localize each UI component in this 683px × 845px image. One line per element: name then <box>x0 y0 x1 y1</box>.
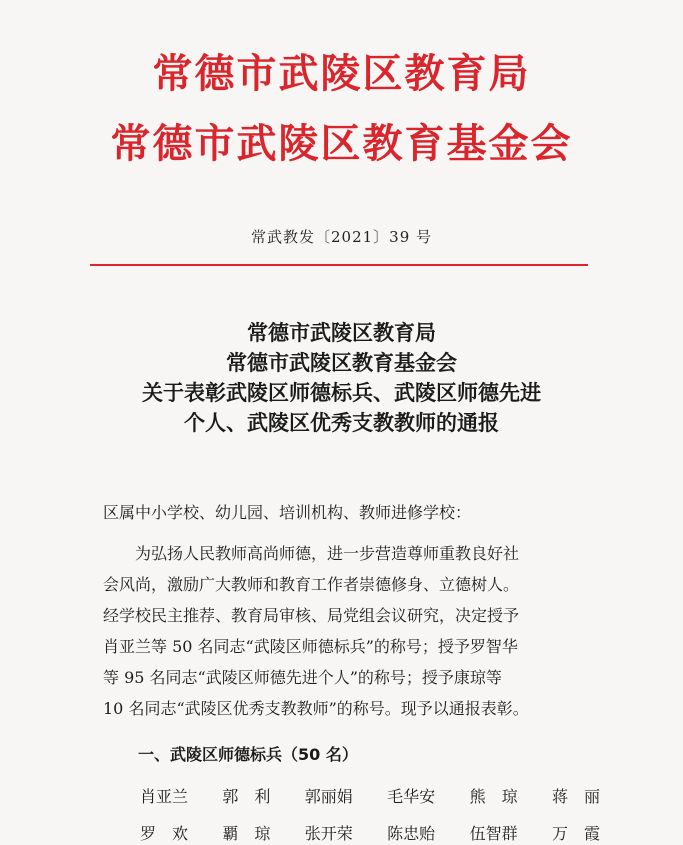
paragraph-line-3: 经学校民主推荐、教育局审核、局党组会议研究，决定授予 <box>103 606 520 625</box>
issuing-org-title-2: 常德市武陵区教育基金会 <box>110 120 573 167</box>
section-heading: 一、武陵区师德标兵（50 名） <box>138 745 358 764</box>
document-number: 常武教发〔2021〕39 号 <box>250 228 433 246</box>
honoree-name: 熊 琼 <box>469 787 518 806</box>
paragraph-line-5: 等 95 名同志“武陵区师德先进个人”的称号；授予康琼等 <box>103 668 502 687</box>
honoree-name: 伍智群 <box>469 824 518 843</box>
notice-title-line-2: 常德市武陵区教育基金会 <box>226 351 457 375</box>
body-paragraph <box>103 538 603 724</box>
addressee-line: 区属中小学校、幼儿园、培训机构、教师进修学校： <box>103 503 472 522</box>
paragraph-line-4: 肖亚兰等 50 名同志“武陵区师德标兵”的称号；授予罗智华 <box>103 637 518 656</box>
honoree-name: 蒋 丽 <box>551 787 600 806</box>
honoree-name: 陈忠贻 <box>387 824 436 843</box>
paragraph-line-2: 会风尚，激励广大教师和教育工作者崇德修身、立德树人。 <box>103 575 520 594</box>
honoree-name: 毛华安 <box>387 787 436 806</box>
notice-title-line-1: 常德市武陵区教育局 <box>247 321 436 345</box>
red-divider-line <box>90 264 588 266</box>
honoree-name: 罗 欢 <box>140 824 189 843</box>
issuing-org-title-1: 常德市武陵区教育局 <box>152 50 531 97</box>
honoree-name: 覇 琼 <box>222 824 271 843</box>
honoree-name: 郭 利 <box>222 787 271 806</box>
names-row-1 <box>140 784 600 807</box>
notice-title <box>0 318 683 438</box>
notice-title-line-3: 关于表彰武陵区师德标兵、武陵区师德先进 <box>142 381 541 405</box>
honoree-name: 张开荣 <box>304 824 353 843</box>
names-row-2 <box>140 821 600 844</box>
honoree-name: 万 霞 <box>551 824 600 843</box>
paragraph-line-6: 10 名同志“武陵区优秀支教教师”的称号。现予以通报表彰。 <box>103 699 529 718</box>
paragraph-line-1: 为弘扬人民教师高尚师德，进一步营造尊师重教良好社 <box>103 544 520 563</box>
honoree-name: 郭丽娟 <box>304 787 353 806</box>
notice-title-line-4: 个人、武陵区优秀支教教师的通报 <box>184 411 499 435</box>
honoree-name: 肖亚兰 <box>140 787 189 806</box>
